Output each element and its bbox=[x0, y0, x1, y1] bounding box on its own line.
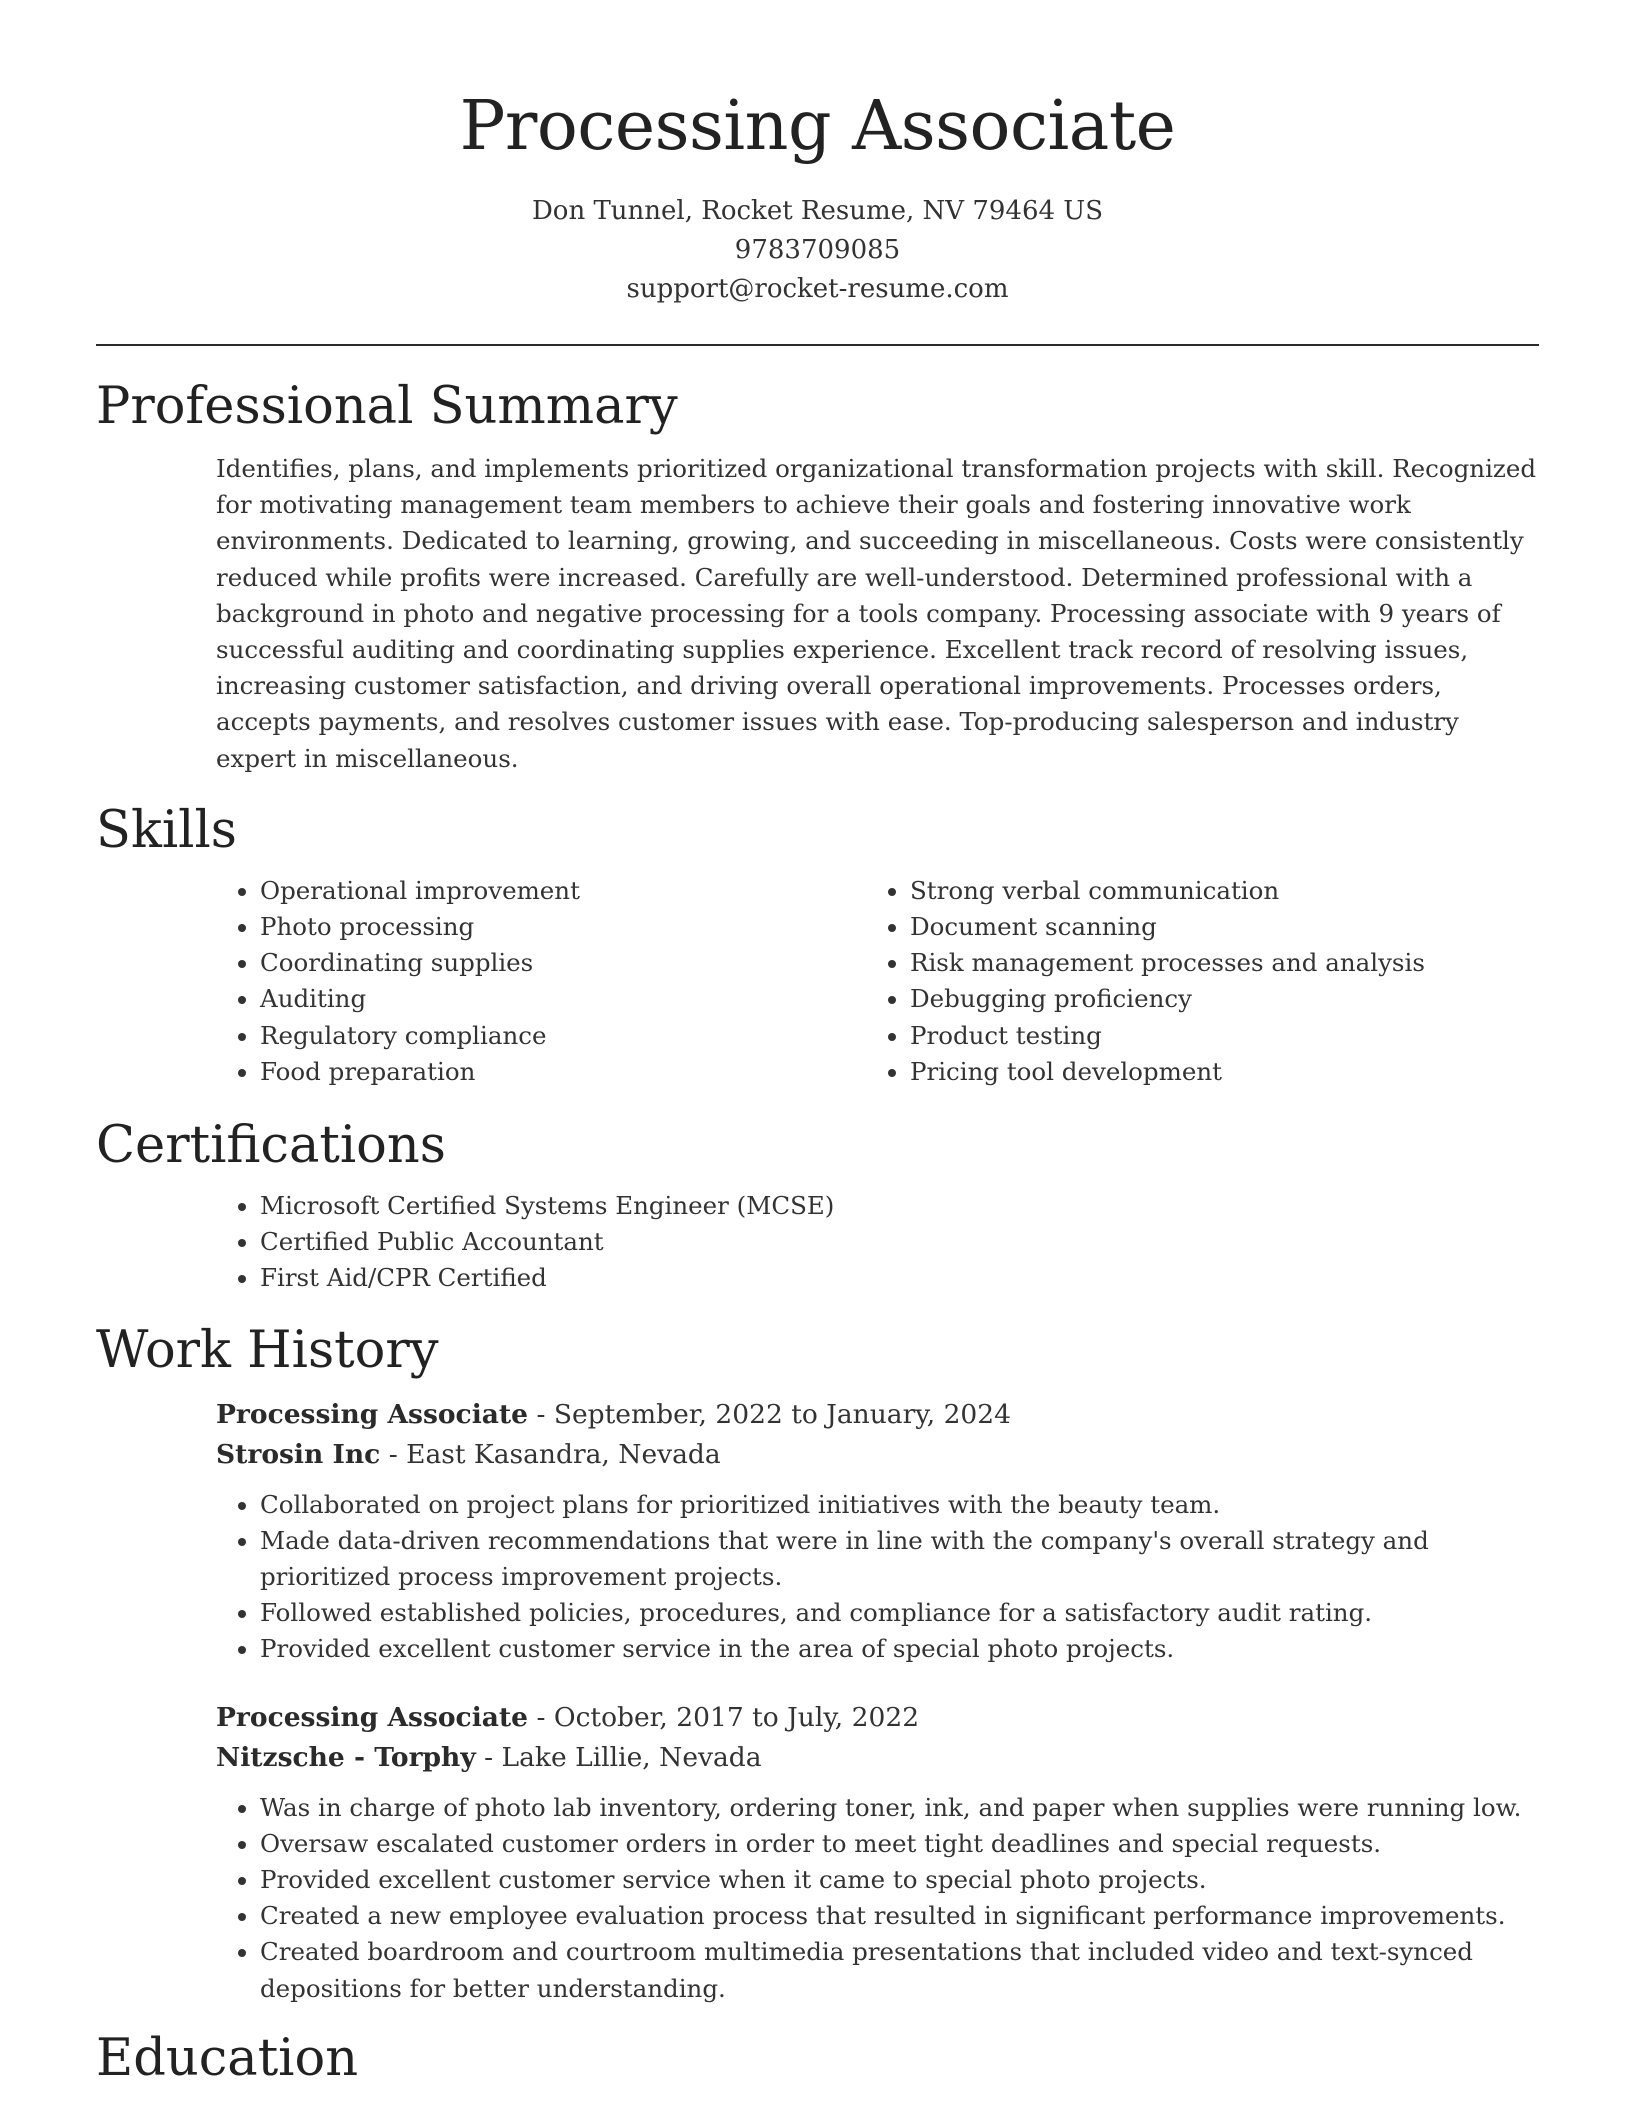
certifications-block bbox=[216, 1188, 1539, 1297]
contact-email: support@rocket-resume.com bbox=[626, 274, 1009, 304]
contact-address: Don Tunnel, Rocket Resume, NV 79464 US bbox=[531, 196, 1104, 226]
job-role: Processing Associate bbox=[216, 1398, 529, 1430]
section-heading-education: Education bbox=[96, 2028, 359, 2088]
summary-text: Identifies, plans, and implements prioritized organizational transformation projects with skill. Recognized for motivating management team members to achieve their goals and fostering innovative work environments. Dedicated to learning, growing, and succeeding in miscellaneous. Costs were consistently reduced while profits were increased. Carefully are well-understood. Determined professional with a background in photo and negative processing for a tools company. Processing associate with 9 years of successful auditing and coordinating supplies experience. Excellent track record of resolving issues, increasing customer satisfaction, and driving overall operational improvements. Processes orders, accepts payments, and resolves customer issues with ease. Top-producing salesperson and industry expert in miscellaneous. bbox=[216, 454, 1537, 773]
section-heading-work-history: Work History bbox=[96, 1320, 439, 1380]
job-entry bbox=[216, 1395, 1539, 1668]
job-bullet: • Followed established policies, procedures, and compliance for a satisfactory audit rating. bbox=[260, 1595, 1539, 1631]
certification-item: • Certified Public Accountant bbox=[260, 1224, 1539, 1260]
job-bullet: • Oversaw escalated customer orders in order to meet tight deadlines and special requests. bbox=[260, 1826, 1539, 1862]
section-heading-certifications: Certifications bbox=[96, 1116, 446, 1176]
job-company: Nitzsche - Torphy bbox=[216, 1741, 476, 1773]
skills-grid bbox=[216, 873, 1539, 1090]
section-heading-summary: Professional Summary bbox=[96, 377, 678, 436]
job-dates: - October, 2017 to July, 2022 bbox=[528, 1701, 920, 1733]
section-heading-skills: Skills bbox=[96, 800, 237, 860]
contact-phone: 9783709085 bbox=[734, 235, 901, 265]
summary-block bbox=[216, 451, 1539, 777]
job-bullet: • Provided excellent customer service when it came to special photo projects. bbox=[260, 1862, 1539, 1898]
job-entry bbox=[216, 1698, 1539, 2007]
job-company: Strosin Inc bbox=[216, 1438, 381, 1470]
job-bullet: • Created boardroom and courtroom multimedia presentations that included video and text-synced depositions for better understanding. bbox=[260, 1934, 1539, 2006]
job-title-line bbox=[216, 1395, 1539, 1435]
job-location: - Lake Lillie, Nevada bbox=[475, 1741, 762, 1773]
skill-item: • Food preparation bbox=[260, 1054, 866, 1090]
job-title-line bbox=[216, 1698, 1539, 1738]
resume-page bbox=[96, 0, 1539, 2093]
skills-column-right bbox=[866, 873, 1516, 1090]
skill-item: • Photo processing bbox=[260, 909, 866, 945]
skill-item: • Coordinating supplies bbox=[260, 945, 866, 981]
skill-item: • Regulatory compliance bbox=[260, 1018, 866, 1054]
skill-item: • Operational improvement bbox=[260, 873, 866, 909]
job-bullet: • Collaborated on project plans for prioritized initiatives with the beauty team. bbox=[260, 1487, 1539, 1523]
skill-item: • Risk management processes and analysis bbox=[910, 945, 1516, 981]
job-dates: - September, 2022 to January, 2024 bbox=[528, 1398, 1012, 1430]
skill-item: • Auditing bbox=[260, 981, 866, 1017]
job-company-line bbox=[216, 1738, 1539, 1778]
certification-item: • Microsoft Certified Systems Engineer (MCSE) bbox=[260, 1188, 1539, 1224]
job-bullet: • Created a new employee evaluation process that resulted in significant performance improvements. bbox=[260, 1898, 1539, 1934]
job-bullet: • Was in charge of photo lab inventory, ordering toner, ink, and paper when supplies were running low. bbox=[260, 1790, 1539, 1826]
skill-item: • Strong verbal communication bbox=[910, 873, 1516, 909]
job-bullet: • Made data-driven recommendations that were in line with the company's overall strategy and prioritized process improvement projects. bbox=[260, 1523, 1539, 1595]
skill-item: • Pricing tool development bbox=[910, 1054, 1516, 1090]
skill-item: • Document scanning bbox=[910, 909, 1516, 945]
header-divider bbox=[96, 344, 1539, 346]
contact-block bbox=[96, 192, 1539, 309]
skill-item: • Product testing bbox=[910, 1018, 1516, 1054]
job-location: - East Kasandra, Nevada bbox=[380, 1438, 721, 1470]
certification-item: • First Aid/CPR Certified bbox=[260, 1260, 1539, 1296]
job-bullet: • Provided excellent customer service in the area of special photo projects. bbox=[260, 1631, 1539, 1667]
job-role: Processing Associate bbox=[216, 1701, 529, 1733]
job-company-line bbox=[216, 1435, 1539, 1475]
resume-title: Processing Associate bbox=[459, 87, 1176, 166]
skill-item: • Debugging proficiency bbox=[910, 981, 1516, 1017]
skills-column-left bbox=[216, 873, 866, 1090]
